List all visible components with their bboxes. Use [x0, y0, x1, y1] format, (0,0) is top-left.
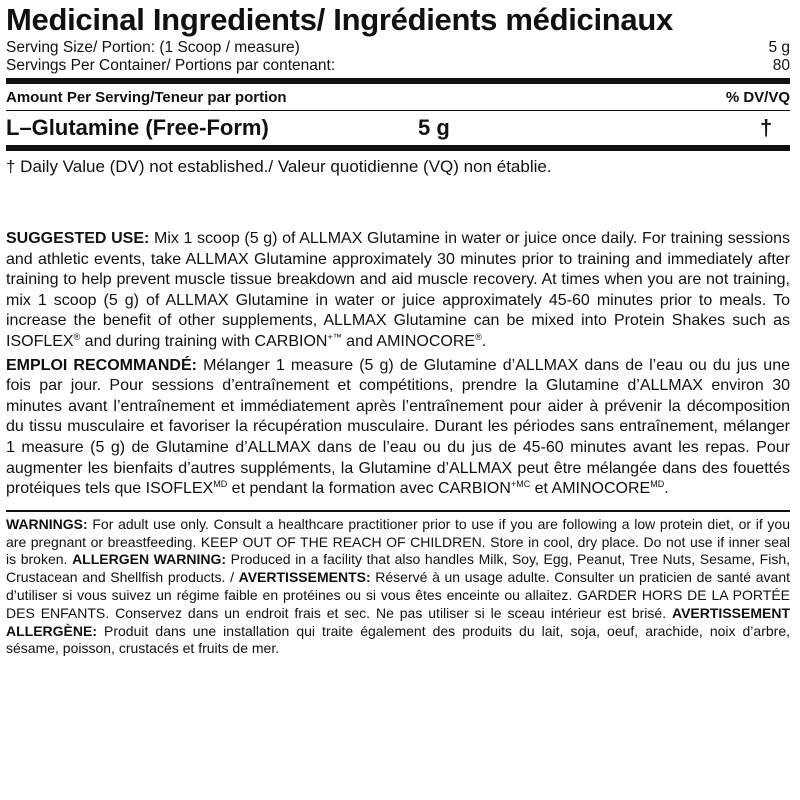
warnings-text-1: For adult use only. Consult a healthcare practitioner prior to use if you are following a low protein diet, or if you are pregnant or breastfeeding. KEEP OUT OF THE REACH OF CHILDREN. Store in cool, dry place. Do not use if inner seal is broken. — [6, 515, 790, 568]
suggested-use-text-4: . — [481, 332, 487, 350]
warnings-text-3: Réservé à un usage adulte. Consulter un praticien de santé avant d’utiliser si vous suivez un régime faible en protéines ou si vous êtes enceinte ou allaitez. GARDER HORS DE LA PORTÉE DES ENFANTS. Conservez dans un endroit frais et sec. Ne pas utiliser si le sceau intérieur est brisé. — [6, 569, 790, 621]
warnings-divider — [6, 510, 790, 512]
mc-mark: +MC — [510, 479, 531, 490]
supplement-facts-label — [6, 0, 790, 658]
ingredient-row — [6, 111, 790, 145]
registered-mark: ® — [73, 331, 81, 342]
warnings-text-2: Produced in a facility that also handles Milk, Soy, Egg, Peanut, Tree Nuts, Sesame, Fish, Crustacean and Shellfish products. / — [6, 551, 791, 586]
serving-size-row — [6, 39, 790, 57]
dv-header: % DV/VQ — [725, 89, 790, 106]
ingredient-name: L–Glutamine (Free-Form) — [6, 115, 269, 140]
emploi-text-1: Mélanger 1 measure (5 g) de Glutamine d’ALLMAX dans de l’eau ou du jus une fois par jour. Pour sessions d’entraînement et compétitions, prendre la Glutamine d’ALLMAX environ 30 minutes avant l’entraînement et immédiatement après l’entraînement pour aider à prévenir la décomposition du tissu musculaire et favoriser la récupération musculaire. Durant les périodes sans entraînement, mélanger 1 measure (5 g) de Glutamine d’ALLMAX dans de l’eau ou du jus de 45-60 minutes avant les repas. Pour augmenter les bienfaits d’autres suppléments, la Glutamine d’ALLMAX peut être mélangée dans des fouettés protéiques tels que ISOFLEX — [6, 356, 791, 498]
suggested-use-text-2: and during training with CARBION — [80, 332, 328, 350]
servings-per-container-row — [6, 57, 790, 78]
warnings-paragraph — [6, 516, 790, 658]
emploi-text-3: et AMINOCORE — [530, 480, 651, 498]
ingredient-dv: † — [760, 115, 773, 140]
serving-size-label: Serving Size/ Portion: (1 Scoop / measure) — [6, 39, 300, 56]
suggested-use-text-1: Mix 1 scoop (5 g) of ALLMAX Glutamine in water or juice once daily. For training sessions and athletic events, take ALLMAX Glutamine approximately 30 minutes prior to training and immediately after training to help prevent muscle tissue breakdown and aid muscle recovery. At times when you are not training, mix 1 scoop (5 g) of ALLMAX Glutamine in water or juice approximately 45-60 minutes prior to meals. To increase the benefit of other supplements, ALLMAX Glutamine can be mixed into Protein Shakes such as ISOFLEX — [6, 230, 790, 350]
emploi-heading: EMPLOI RECOMMANDÉ: — [6, 356, 197, 374]
serving-size-value: 5 g — [768, 39, 790, 56]
servings-per-container-value: 80 — [772, 57, 790, 74]
warnings-heading: WARNINGS: — [6, 515, 88, 532]
md-mark: MD — [650, 479, 665, 490]
servings-per-container-label: Servings Per Container/ Portions par contenant: — [6, 57, 336, 74]
allergen-warning-heading: ALLERGEN WARNING: — [72, 551, 227, 568]
avertissements-heading: AVERTISSEMENTS: — [238, 569, 371, 586]
warnings-text-4: Produit dans une installation qui traite également des produits du lait, soja, oeuf, arachide, noix d’arbre, sésame, poisson, crustacés et fruits de mer. — [6, 622, 790, 657]
emploi-paragraph — [6, 356, 790, 500]
amount-per-serving-label: Amount Per Serving/Teneur par portion — [6, 89, 287, 106]
dv-footnote: † Daily Value (DV) not established./ Valeur quotidienne (VQ) non établie. — [6, 157, 552, 176]
avertissement-allergene-heading: AVERTISSEMENT ALLERGÈNE: — [6, 604, 790, 639]
emploi-text-4: . — [664, 480, 669, 498]
md-mark: MD — [213, 479, 228, 490]
amount-per-serving-header — [6, 84, 790, 110]
emploi-text-2: et pendant la formation avec CARBION — [227, 480, 511, 498]
suggested-use-heading: SUGGESTED USE: — [6, 230, 150, 247]
registered-mark: ® — [475, 331, 482, 342]
trademark-mark: +™ — [327, 331, 342, 342]
ingredient-amount: 5 g — [418, 115, 450, 140]
label-title: Medicinal Ingredients/ Ingrédients médicinaux — [6, 2, 673, 37]
suggested-use-paragraph — [6, 229, 790, 353]
suggested-use-text-3: and AMINOCORE — [341, 332, 476, 350]
